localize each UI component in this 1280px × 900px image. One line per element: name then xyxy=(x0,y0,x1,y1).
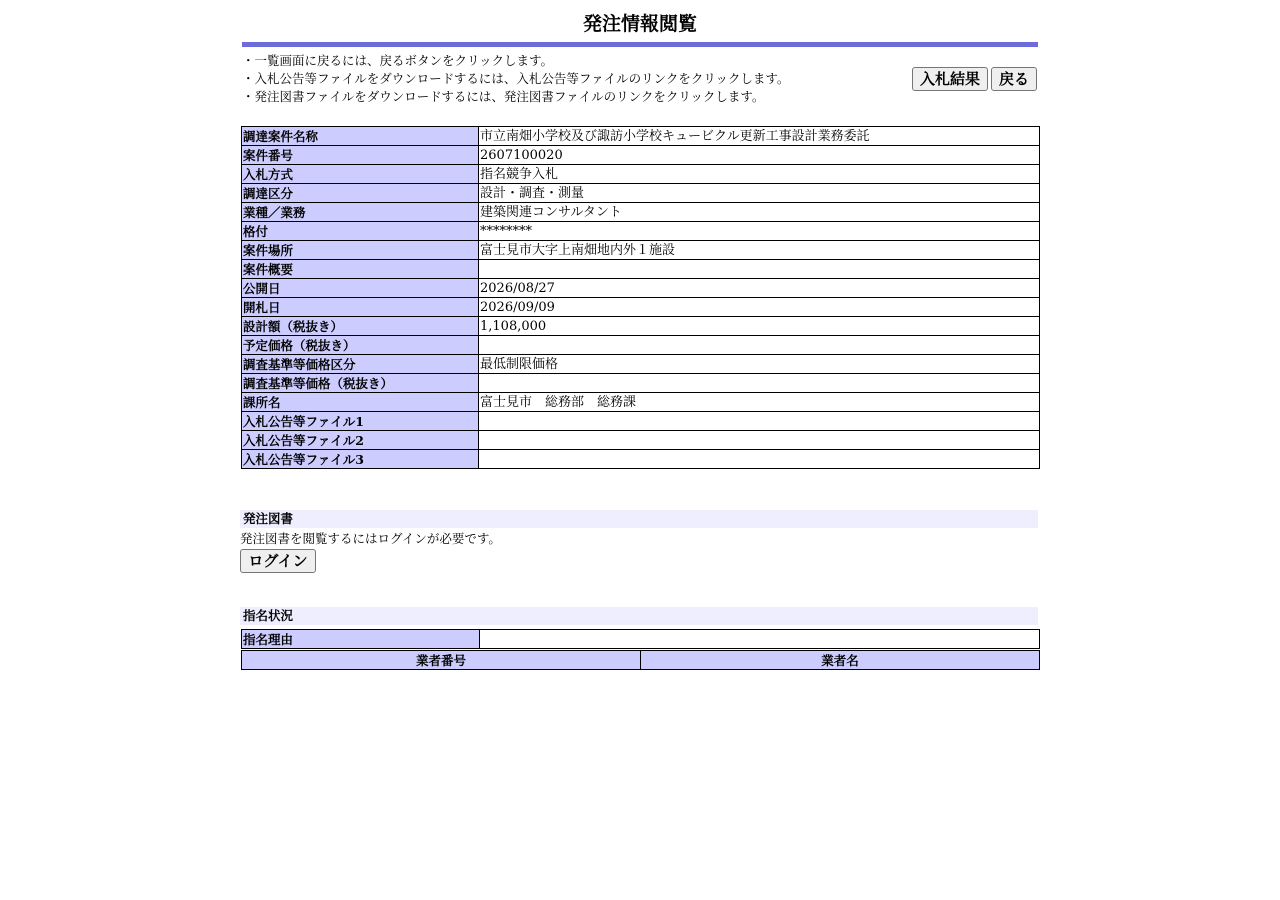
table-row xyxy=(242,241,1040,260)
table-row xyxy=(242,450,1040,469)
detail-value: 設計・調査・測量 xyxy=(479,184,1040,203)
detail-label: 予定価格（税抜き） xyxy=(242,336,479,355)
table-row xyxy=(242,127,1040,146)
procurement-details-table xyxy=(241,126,1040,469)
detail-value: 2026/08/27 xyxy=(479,279,1040,298)
table-row xyxy=(242,355,1040,374)
detail-label: 調査基準等価格（税抜き） xyxy=(242,374,479,393)
detail-label: 業種／業務 xyxy=(242,203,479,222)
table-row xyxy=(242,393,1040,412)
detail-label: 入札公告等ファイル2 xyxy=(242,431,479,450)
table-row xyxy=(242,412,1040,431)
table-row xyxy=(242,184,1040,203)
detail-label: 案件概要 xyxy=(242,260,479,279)
detail-label: 入札方式 xyxy=(242,165,479,184)
detail-value: 指名競争入札 xyxy=(479,165,1040,184)
table-row xyxy=(242,260,1040,279)
table-row xyxy=(242,374,1040,393)
table-row xyxy=(242,203,1040,222)
detail-value xyxy=(479,431,1040,450)
vendor-name-header: 業者名 xyxy=(641,651,1040,670)
detail-value: ******** xyxy=(479,222,1040,241)
nomination-reason-table xyxy=(241,629,1040,649)
detail-value xyxy=(479,336,1040,355)
table-row xyxy=(242,279,1040,298)
table-row xyxy=(242,222,1040,241)
instruction-line: ・一覧画面に戻るには、戻るボタンをクリックします。 xyxy=(242,53,554,68)
login-button[interactable]: ログイン xyxy=(240,549,316,573)
detail-value: 富士見市 総務部 総務課 xyxy=(479,393,1040,412)
nomination-reason-value xyxy=(480,630,1040,649)
detail-value xyxy=(479,450,1040,469)
detail-value: 最低制限価格 xyxy=(479,355,1040,374)
table-row xyxy=(242,336,1040,355)
page-title: 発注情報閲覧 xyxy=(582,13,697,35)
detail-value: 2607100020 xyxy=(479,146,1040,165)
table-row xyxy=(242,165,1040,184)
instruction-line: ・発注図書ファイルをダウンロードするには、発注図書ファイルのリンクをクリックします。 xyxy=(242,89,765,104)
detail-label: 公開日 xyxy=(242,279,479,298)
table-row xyxy=(242,146,1040,165)
detail-label: 調査基準等価格区分 xyxy=(242,355,479,374)
vendor-table xyxy=(241,650,1040,670)
order-docs-heading: 発注図書 xyxy=(240,510,1038,528)
detail-label: 案件場所 xyxy=(242,241,479,260)
vendor-table-header xyxy=(242,651,1040,670)
table-row xyxy=(242,298,1040,317)
detail-value: 富士見市大字上南畑地内外１施設 xyxy=(479,241,1040,260)
detail-value: 市立南畑小学校及び諏訪小学校キュービクル更新工事設計業務委託 xyxy=(479,127,1040,146)
table-row xyxy=(242,431,1040,450)
detail-label: 設計額（税抜き） xyxy=(242,317,479,336)
detail-label: 入札公告等ファイル3 xyxy=(242,450,479,469)
detail-label: 格付 xyxy=(242,222,479,241)
detail-label: 入札公告等ファイル1 xyxy=(242,412,479,431)
table-row xyxy=(242,630,1040,649)
vendor-number-header: 業者番号 xyxy=(242,651,641,670)
detail-value: 1,108,000 xyxy=(479,317,1040,336)
detail-label: 課所名 xyxy=(242,393,479,412)
bid-result-button[interactable]: 入札結果 xyxy=(912,67,988,91)
detail-value: 2026/09/09 xyxy=(479,298,1040,317)
detail-label: 案件番号 xyxy=(242,146,479,165)
instruction-line: ・入札公告等ファイルをダウンロードするには、入札公告等ファイルのリンクをクリックします。 xyxy=(242,71,790,86)
detail-value xyxy=(479,260,1040,279)
login-required-message: 発注図書を閲覧するにはログインが必要です。 xyxy=(240,531,501,546)
detail-label: 開札日 xyxy=(242,298,479,317)
title-divider xyxy=(242,42,1038,47)
detail-label: 調達案件名称 xyxy=(242,127,479,146)
back-button[interactable]: 戻る xyxy=(991,67,1037,91)
nomination-reason-label: 指名理由 xyxy=(242,630,480,649)
detail-value xyxy=(479,374,1040,393)
detail-label: 調達区分 xyxy=(242,184,479,203)
nomination-heading: 指名状況 xyxy=(240,607,1038,625)
detail-value xyxy=(479,412,1040,431)
table-row xyxy=(242,317,1040,336)
instructions xyxy=(242,52,882,106)
detail-value: 建築関連コンサルタント xyxy=(479,203,1040,222)
